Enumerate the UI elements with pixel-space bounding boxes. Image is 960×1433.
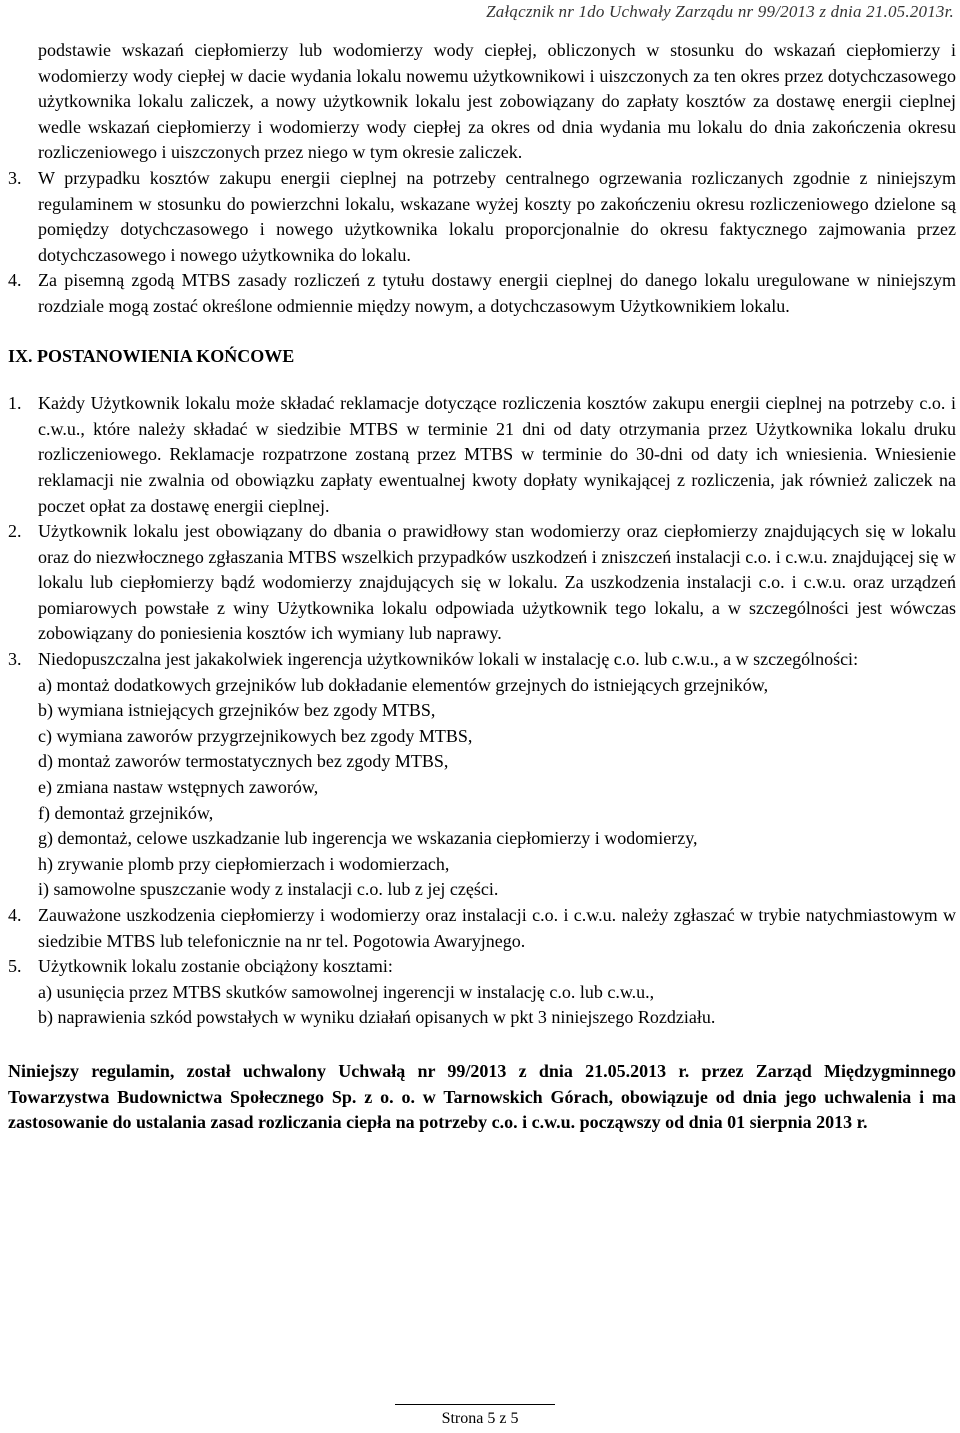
sub-item: i) samowolne spuszczanie wody z instalacji c.o. lub z jej części. (38, 879, 499, 900)
section-heading: IX. POSTANOWIENIA KOŃCOWE (8, 345, 295, 366)
sub-item: b) wymiana istniejących grzejników bez zgody MTBS, (38, 700, 436, 721)
page-number: Strona 5 z 5 (441, 1410, 519, 1427)
list-item (8, 519, 956, 647)
sub-item: a) montaż dodatkowych grzejników lub dokładanie elementów grzejnych do istniejących grzejników, (38, 674, 769, 695)
item-number: 3. (8, 167, 22, 188)
item-number: 3. (8, 649, 22, 670)
item-text-block (38, 647, 956, 903)
list-item (8, 954, 956, 1031)
item-number: 2. (8, 521, 22, 542)
list-item (8, 647, 956, 903)
page-header: Załącznik nr 1do Uchwały Zarządu nr 99/2013 z dnia 21.05.2013r. (486, 2, 954, 21)
item-text-block (38, 954, 956, 1031)
sub-item: d) montaż zaworów termostatycznych bez zgody MTBS, (38, 751, 449, 772)
item-text: Za pisemną zgodą MTBS zasady rozliczeń z tytułu dostawy energii cieplnej do danego lokalu uregulowane w niniejszym rozdziale mogą zostać określone odmiennie między nowym, a dotychczasowym Użytkownikiem lokalu. (38, 270, 956, 316)
sub-item: f) demontaż grzejników, (38, 802, 214, 823)
item-text: W przypadku kosztów zakupu energii cieplnej na potrzeby centralnego ogrzewania rozliczanych zgodnie z niniejszym regulaminem w stosunku do powierzchni lokalu, wskazane wyżej koszty po zakończeniu okresu rozliczeniowego dzielone są pomiędzy dotychczasowego i nowego użytkownika lokalu proporcjonalnie do okresu faktycznego zajmowania przez dotychczasowego i nowego użytkownika do lokalu. (38, 167, 956, 265)
item-text: Zauważone uszkodzenia ciepłomierzy i wodomierzy oraz instalacji c.o. i c.w.u. należy zgłaszać w trybie natychmiastowym w siedzibie MTBS lub telefonicznie na nr tel. Pogotowia Awaryjnego. (38, 905, 956, 951)
list-item (8, 391, 956, 519)
item-number: 4. (8, 270, 22, 291)
item-text: Każdy Użytkownik lokalu może składać reklamacje dotyczące rozliczenia kosztów zakupu energii cieplnej na potrzeby c.o. i c.w.u., które należy składać w siedzibie MTBS w terminie 21 dni od daty otrzymania przez Użytkownika lokalu druku rozliczeniowego. Reklamacje rozpatrzone zostaną przez MTBS w terminie do 30-dni od daty ich wniesienia. Wniesienie reklamacji nie zwalnia od obowiązku zapłaty ewentualnej kwoty dopłaty wynikającej z rozliczenia, jak również zaliczek na poczet opłat za dostawę energii cieplnej. (38, 393, 956, 516)
item-number: 4. (8, 905, 22, 925)
sub-item: a) usunięcia przez MTBS skutków samowolnej ingerencji w instalację c.o. lub c.w.u., (38, 981, 655, 1002)
list-item (8, 166, 956, 268)
sub-item: e) zmiana nastaw wstępnych zaworów, (38, 777, 319, 798)
sub-item: g) demontaż, celowe uszkadzanie lub ingerencja we wskazania ciepłomierzy i wodomierzy, (38, 828, 698, 849)
closing-statement: Niniejszy regulamin, został uchwalony Uchwałą nr 99/2013 z dnia 21.05.2013 r. przez Zarząd Międzygminnego Towarzystwa Budownictwa Społecznego Sp. z o. o. w Tarnowskich Górach, obowiązuje od dnia jego uchwalenia i ma zastosowanie do ustalania zasad rozliczania ciepła na potrzeby c.o. i c.w.u. począwszy od dnia 01 sierpnia 2013 r. (8, 1060, 956, 1133)
item-text: Niedopuszczalna jest jakakolwiek ingerencja użytkowników lokali w instalację c.o. lub c.w.u., a w szczególności: (38, 649, 859, 670)
item-text: Użytkownik lokalu jest obowiązany do dbania o prawidłowy stan wodomierzy oraz ciepłomierzy znajdujących się w lokalu oraz do niezwłocznego zgłaszania MTBS wszelkich przypadków uszkodzeń i zniszczeń instalacji c.o. i c.w.u. znajdującej się w lokalu lub ciepłomierzy bądź wodomierzy znajdujących się w lokalu. Za uszkodzenia instalacji c.o. i c.w.u. oraz urządzeń pomiarowych powstałe z winy Użytkownika lokalu odpowiada użytkownik tego lokalu, a w szczególności jest wówczas zobowiązany do poniesienia kosztów ich wymiany lub naprawy. (38, 521, 956, 644)
sub-item: c) wymiana zaworów przygrzejnikowych bez zgody MTBS, (38, 725, 473, 746)
item-text: Użytkownik lokalu zostanie obciążony kosztami: (38, 956, 393, 977)
sub-item: b) naprawienia szkód powstałych w wyniku działań opisanych w pkt 3 niniejszego Rozdziału. (38, 1007, 716, 1028)
list-item (8, 268, 956, 319)
item-number: 5. (8, 956, 22, 977)
list-item (8, 903, 956, 954)
continued-paragraph: podstawie wskazań ciepłomierzy lub wodomierzy wody ciepłej, obliczonych w stosunku do wskazań ciepłomierzy i wodomierzy wody ciepłej w dacie wydania lokalu nowemu użytkownikowi i uiszczonych za ten okres przez dotychczasowego użytkownika lokalu zaliczek, a nowy użytkownik lokalu jest zobowiązany do zapłaty kosztów za dostawę energii cieplnej wedle wskazań ciepłomierzy i wodomierzy wody ciepłej za okres od dnia wydania mu lokalu do dnia zakończenia okresu rozliczeniowego i uiszczonych przez niego w tym okresie zaliczek. (38, 40, 956, 163)
sub-item: h) zrywanie plomb przy ciepłomierzach i wodomierzach, (38, 853, 450, 874)
item-number: 1. (8, 393, 22, 414)
footer-divider (395, 1404, 555, 1405)
document-body (8, 38, 956, 1136)
